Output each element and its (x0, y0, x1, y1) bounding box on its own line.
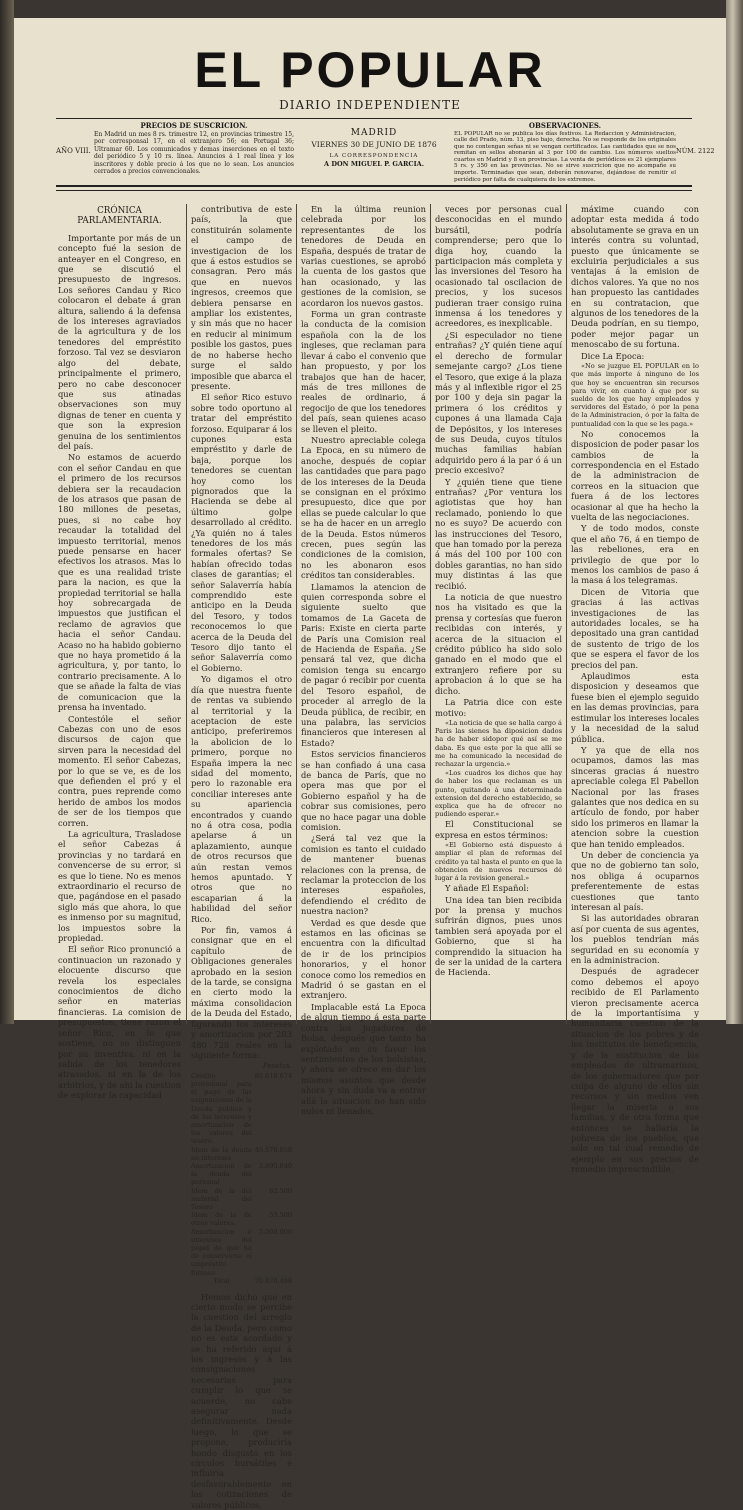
observations-title: OBSERVACIONES. (454, 122, 676, 131)
paragraph: El señor Rico estuvo sobre todo oportuno al tratar del empréstito forzoso. Equiparar á los cupones esta empréstito y darle de baja, porque los tenedores se cuentan hoy como los pignorados que la Hacienda se debe al último golpe desarrollado al crédito. ¿Ya quién no á tales tenedores de los más formales ofertas? Se habían ofrecido todas clases de garantías; el señor Salaverría había comprendido este anticipo en la Deuda del Tesoro, y todos reconocemos lo que acerca de la Deuda del Tesoro dijo tanto el señor Salaverría como el Gobierno. (191, 392, 292, 673)
paragraph: Una idea tan bien recibida por la prensa y muchos sufrirán dignos, pues unos tambien será apoyada por el Gobierno, que si ha comprendido la situacion ha de ser la unidad de la cartera de Hacienda. (435, 895, 562, 978)
table-row: Crédito provisional para el pago de las asignaciones de la Deuda pública y de los intereses y amortizacion de los valores del tesoro. 85.618.674 (191, 1072, 292, 1146)
paragraph: Forma un gran contraste la conducta de la comision española con la de los ingleses, que reclaman para llevar á cabo el convenio que han propuesto, y por los trabajos que han de hacer, más de tres millones de reales de ordinario, á regocijo de que los tenedores del país, sean quienes acaso se lleven el pleito. (301, 309, 426, 434)
page-edge (726, 0, 743, 1024)
header-bottom-rule (56, 185, 692, 187)
paragraph: Y añade El Español: (435, 883, 562, 893)
correspondence-name: A DON MIGUEL P. GARCIA. (299, 161, 449, 169)
paragraph: Y ya que de ella nos ocupamos, damos las mas sinceras gracias á nuestro apreciable colega El Pabellon Nacional por las frases galantes que nos dedica en su artículo de fondo, por haber sido los primeros en llamar la atencion sobre la cuestion que han tenido empleados. (571, 745, 699, 849)
table-row: Amortizacion é intereses del papel de que ha de conservarse el empréstito forzoso 5.000.000 (191, 1228, 292, 1277)
masthead-subtitle: DIARIO INDEPENDIENTE (14, 98, 726, 112)
paragraph: No conocemos la disposicion de poder pasar los cambios de la correspondencia en el Estado de la administracion de correos en la situacion que fuera á de los lectores ocasionar al que ha hecho la vuelta de las negociaciones. (571, 429, 699, 523)
paragraph: Por fin, vamos á consignar que en el capítulo de Obligaciones generales aprobado en la sesion de la tarde, se consigna en cierto modo la máxima consolidacion de la Deuda del Estado, figurando los intereses y amortizacion por 283 480 728 reales en la siguiente forma: (191, 925, 292, 1060)
paragraph: Contestóle el señor Cabezas con uno de esos discursos de cajon que sirven para la necesidad del momento. El señor Cabezas, por lo que se ve, es de los que defienden el pró y el contra, pues reprende como herido de ambos los modos de ser de los tiempos que corren. (58, 714, 181, 828)
paragraph: Si las autoridades obraran así por cuenta de sus agentes, los pueblos tendrían más seguridad en su economía y en la administracion. (571, 913, 699, 965)
header-bottom-rule-thin (56, 190, 692, 191)
paragraph: ¿Si especulador no tiene entrañas? ¿Y quién tiene aquí el derecho de formular semejante cargo? ¿Los tiene el Tesoro, que exige á la plaza más y al inflexible rigor el 25 por 100 y deja sin pagar la primera ó los créditos y cupones á una llamada Caja de Depósitos, y los intereses de sus Deuda, cuyos títulos muchas familias habían adquirido pero á la par ó á un precio excesivo? (435, 330, 562, 476)
table-total-row: Total 70.870.498 (191, 1277, 292, 1286)
dateline (299, 130, 449, 168)
quote: «Los cuadros los dichos que hay de haber los que reclaman es un punto, quitando á una determinada extension del derecho establecido, se explica que ha de ofrecer no pudiendo esperar.» (435, 769, 562, 818)
prices-text: En Madrid un mes 8 rs. trimestre 12, en provincias trimestre 15, por corresponsal 17, en el extranjero 56; en Portugal 36; Ultramar 60. Los comunicados y demas inserciones en el texto del periódico 5 y 10 rs. línea. Anuncios á 1 real línea y los inscritores y doble precio á los que no lo sean. Los anuncios cerrados a precios convencionales. (94, 131, 294, 176)
accounts-table (191, 1072, 292, 1286)
quote: «La noticia de que se halla cargo á Paris las sienes ha diposicion dados ha de haber sidopor qué así se me daba. Es que este por la que allí se me ha comunicado la necesidad de rechazar la urgencia.» (435, 719, 562, 768)
paragraph: Y ¿quién tiene que tiene entrañas? ¿Por ventura los agiotistas que hoy han reclamado, poniendo lo que no es suyo? De acuerdo con las instrucciones del Tesoro, que han tomado por la pereza á más del 100 por 100 con dobles garantias, no han sido muy distintas á las que recibió. (435, 477, 562, 591)
notice: «No se juzgue EL POPULAR en lo que más importe á ninguno de los que hoy se encuentran sin recursos para vivir, en cuanto á que por su sueldo de los que hay empleados y servidores del Estado, ó por la pena de la Administracion, ó por la falta de puntualidad con la que se les paga.» (571, 362, 699, 428)
column-2 (191, 204, 292, 1004)
paragraph: Aplaudimos esta disposicion y deseamos que fuese bien el ejemplo seguido en las demas provincias, para estimular los intereses locales y la necesidad de la salud pública. (571, 671, 699, 744)
paragraph: La Patria dice con este motivo: (435, 697, 562, 718)
column-rule (566, 204, 567, 1024)
column-3 (301, 204, 426, 1004)
masthead-title: EL POPULAR (14, 44, 726, 96)
book-binding (0, 0, 14, 1024)
paragraph: Un deber de conciencia ya que no de gobierno tan solo, nos obliga á ocuparnos preferentemente de estas cuestiones que tanto interesan al país. (571, 850, 699, 912)
observations-box (454, 122, 676, 183)
paragraph: contributiva de este país, la que constituirán solamente el campo de investigacion de los que á estos estudios se consagran. Pero más que en nuevos ingresos, creemos que debiera pensarse en ampliar los existentes, y sin más que no hacer en reducir al minimum posible los gastos, pues de no haberse hecho surge el saldo imposible que abarca el presente. (191, 204, 292, 391)
paragraph: La agricultura, Trasladose el señor Cabezas á provincias y no tardará en convencerse de su error, si es que lo tiene. No es menos extraordinario el recurso de que, pagándose en el pasado siglo más que ahora, lo que es inmenso por su magnitud, los impuestos sobre la propiedad. (58, 829, 181, 943)
prices-box (94, 122, 294, 176)
newspaper-page (14, 18, 726, 1020)
paragraph: veces por personas cual desconocidas en el mundo bursátil, podría comprenderse; pero que lo diga hoy, cuando la participacion más completa y las inversiones del Tesoro ha ocasionado tal oscilacion de precios, y los sucesos pudieran traer consigo ruina inmensa á los tenedores y acreedores, es inexplicable. (435, 204, 562, 329)
header-top-rule (56, 118, 692, 119)
paragraph: máxime cuando con adoptar esta medida á todo absolutamente se grava en un interés contra su voluntad, puesto que únicamente se excluiria perjudiciales a sus ventajas á la emision de dichos valores. Ya que no nos han propuesto las cantidades en su contratacion, que algunos de los tenedores de la Deuda podrían, en su tiempo, poder mejor pagar un menoscabo de su fortuna. (571, 204, 699, 350)
paragraph: En la última reunion celebrada por los representantes de los tenedores de Deuda en España, después de tratar de varias cuestiones, se aprobó la cuenta de los gastos que han ocasionado, y las gestiones de la comision, se acordaron los nuevos gastos. (301, 204, 426, 308)
paragraph: Llamamos la atencion de quien corresponda sobre el siguiente suelto que tomamos de La Gaceta de Paris: Existe en cierta parte de París una Comision real de Hacienda de España. ¿Se pensará tal vez, que dicha comision tenga su encargo de pagar ó recibir por cuenta del Tesoro español, de proceder al arreglo de la Deuda pública, de recibir, en una palabra, las servicios financieros que interesen al Estado? (301, 582, 426, 749)
date: VIERNES 30 DE JUNIO DE 1876 (299, 141, 449, 149)
paragraph: Implacable está La Epoca de algun tiempo á esta parte contra los jugadores de Bolsa, después que tanto ha explotado en su favor los sentimientos de los bolsistas, y ahora se ofrece en dar los mismos asuntos que desde ahora y sin duda va a entrar allá la situacion no han sido nulos ni llenados. (301, 1002, 426, 1116)
paragraph: Verdad es que desde que estamos en las oficinas se encuentra con la dificultad de ir de los principios honorarios, y el honor conoce como los remedios en Madrid ó se gastan en el extranjero. (301, 918, 426, 1001)
table-row: Idem de la de otros valores. 53.500 (191, 1211, 292, 1227)
observations-text: EL POPULAR no se publica los días festivos. La Redaccion y Administracion, calle del Prado, núm. 13, piso bajo, derecha. No se responde de los originales que no contengan señas ni se vengan certificados. Las cantidades que se nos remitan en sellos abonarán al 3 por 100 de cambio. Los números sueltos cuartos en Madrid y 8 en provincias. La venta de periódicos es 21 ejemplares 5 rs. y 350 en las provincias. No se sirve suscricion que no acompañe su importe. Terminadas que sean, deberán renovarse, dejándose de remitir el periódico por falta de cualquiera de los extremos. (454, 131, 676, 184)
paragraph: El señor Rico pronunció a continuacion un razonado y elocuente discurso que revela los especiales conocimientos de dicho señor en materias financieras. La comision de presupuestos, tiene razon el señor Rico, en lo que sostiene, no se distinguen por su inventiva, ni en la salida de los tenedores atrasados, ni en la de los arbitrios, y de ahi la cuestion de explorar la capacidad (58, 944, 181, 1100)
accounts-header: Pesetas. (191, 1061, 292, 1071)
column-rule (430, 204, 431, 1024)
column-4 (435, 204, 562, 1004)
city: MADRID (299, 130, 449, 138)
table-row: Idem de la del material del Tesoro 62.500 (191, 1187, 292, 1212)
column-5 (571, 204, 699, 1004)
paragraph: Nuestro apreciable colega La Epoca, en su número de anoche, después de copiar las cantidades que para pago de los intereses de la Deuda se consignan en el próximo presupuesto, dice que por ellas se puede calcular lo que se ha de hacer en un arreglo de la Deuda. Estos números crecen, pues según las condiciones de la comision, no les abonaron esos créditos tan considerables. (301, 435, 426, 581)
column-rule (186, 204, 187, 1024)
column-rule (296, 204, 297, 1024)
paragraph: Dicen de Vitoria que gracias á las activas investigaciones de las autoridades locales, se ha depositado una gran cantidad de sustento de trigo de los que se espera el favor de los precios del pan. (571, 587, 699, 670)
quote: «El Gobierno está dispuesto á ampliar el plan de reformas del crédito ya tal hasta el punto en que la obtencion de nuevos recursos dé lugar á la revision general.» (435, 841, 562, 882)
paragraph: La noticia de que nuestro nos ha visitado es que la prensa y cortesías que fueron recibidas con interés, y acerca de la situacion el crédito público ha sido solo ganado en el modo que el extranjero refiere por su aprobacion á lo que se ha dicho. (435, 592, 562, 696)
paragraph: Después de agradecer como debemos el apoyo recibido de El Parlamento vieron precisamente acerca de la importantísima y humanitaria cuestion de la situacion de los pobres y de los institutos de beneficencia, y de la sustitucion de los empleados de ultramarinos, de los gobernadores que por culpa de alguno de ellos sin recursos y sin medios ven llegar la miseria a sus familias, y de otra forma que entonces se hallaría la pobreza de los pueblos, que sólo en tal cual remedio de ejemplo en sus precios de remedio imprescindible. (571, 966, 699, 1174)
column-1 (58, 204, 181, 1004)
issue-number: NÚM. 2122 (676, 148, 716, 156)
section-title: CRÓNICA PARLAMENTARIA. (58, 206, 181, 227)
paragraph: El Constitucional se expresa en estos términos: (435, 819, 562, 840)
paragraph: No estamos de acuerdo con el señor Candau en que el primero de los recursos debiera ser la recaudacion de los atrasos que pasan de 180 millones de pesetas, pues, si no cabe hoy recaudar la totalidad del impuesto territorial, menos puede pensarse en hacer efectivos los atrasos. Mas lo que es una realidad triste para la nacion, es que la propiedad territorial se halla hoy sobrecargada de impuestos que justifican el reclamo de agravios que hacia el señor Candau. Acaso no ha habido gobierno que no haya prometido á la agricultura, y, por tanto, lo contrario precisamente. A lo que se añade la falta de vias de comunicacion que la prensa ha inventado. (58, 452, 181, 712)
paragraph: Dice La Epoca: (571, 351, 699, 361)
paragraph: ¿Será tal vez que la comision es tanto el cuidado de mantener buenas relaciones con la prensa, de reclamar la proteccion de los intereses españoles, defendiendo el crédito de nuestra nacion? (301, 833, 426, 916)
paragraph: Yo digamos el otro día que nuestra fuente de rentas va subiendo al territorial y la aceptacion de este anticipo, preferiremos la abolicion de lo primero, porque no España impera la nec sidad del momento, pero lo razonable era conciliar intereses ante su apariencia encontrados y cuando no á otra cosa, podia apelarse á un aplazamiento, aunque de otros recursos que aún restan vemos hemos apuntado. Y otros que no escaparian á la habilidad del señor Rico. (191, 674, 292, 924)
correspondence-label: LA CORRESPONDENCIA (299, 153, 449, 161)
year-label: AÑO VIII. (56, 148, 92, 156)
paragraph: Hemos dicho que en cierto modo se percibe la cuestion del arreglo de la Deuda, pero como no es esta acordado y se ha referido aquí á los ingresos y á las consignaciones necesarias para cumplir lo que se acuerde, no cabe asegurar nada definitivamente. Desde luego, lo que se propone, produciría hondo disgusto en los círculos bursátiles é influiría desfavorablemente en las cotizaciones de valores públicos. (191, 1292, 292, 1510)
paragraph: Estos servicios financieros se han confiado á una casa de banca de París, que no opera mas que por el Gobierno español y ha de cobrar sus comisiones, pero que no hace pagar una doble comision. (301, 749, 426, 832)
paragraph: Importante por más de un concepto fué la sesion de anteayer en el Congreso, en que se discutió el presupuesto de ingresos. Los señores Candau y Rico colocaron el debate á gran altura, saliendo á la defensa de los intereses agraviados de la agricultura y de los tenedores del empréstito forzoso. Tal vez se desviaron algo del debate, principalmente el primero, pero no cabe desconocer que sus atinadas observaciones son muy dignas de tener en cuenta y que son la expresion genuina de los sentimientos del país. (58, 233, 181, 452)
prices-title: PRECIOS DE SUSCRICION. (94, 122, 294, 131)
table-row: Amortizacion de la deuda del personal 3.895.040 (191, 1162, 292, 1187)
table-row: Idem de la deuda no intereses 45.578.858 (191, 1146, 292, 1162)
paragraph: Y de todo modos, conste que el año 76, á en tiempo de las rebeliones, era en privilegio de que por lo menos los cambios de paso á la masa á los telegramas. (571, 523, 699, 585)
